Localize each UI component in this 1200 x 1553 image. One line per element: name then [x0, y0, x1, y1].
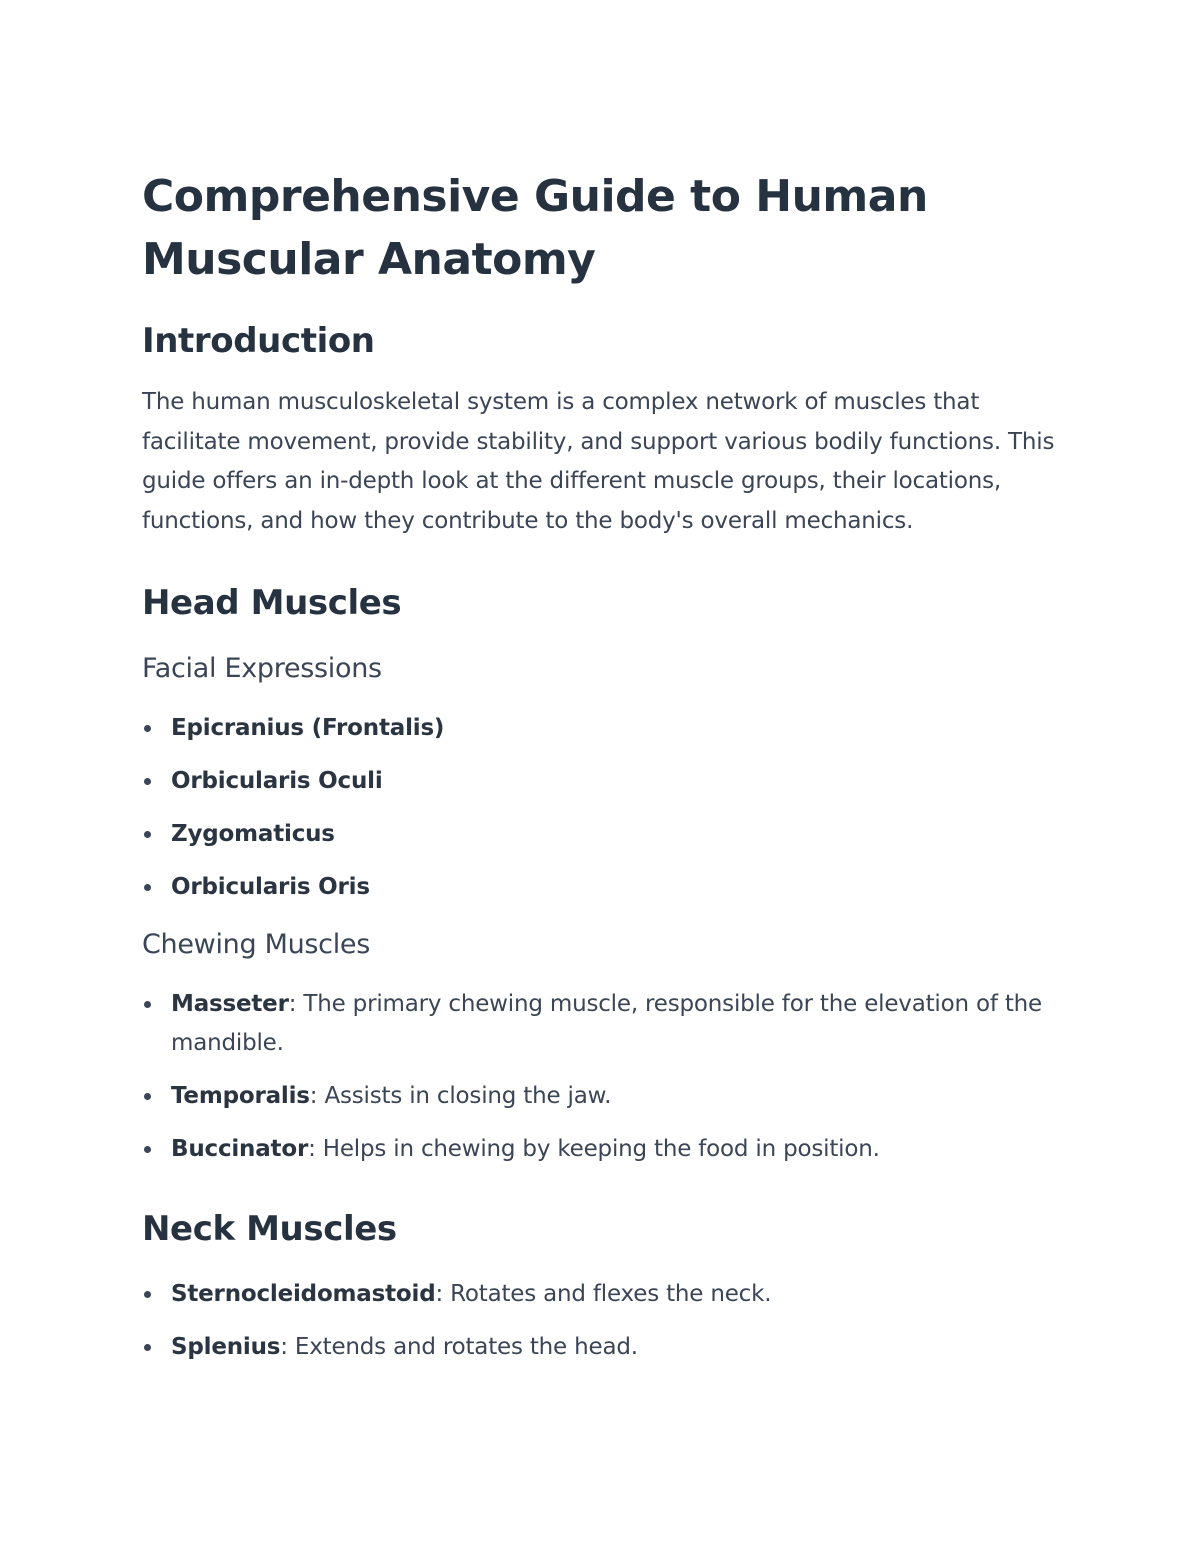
list-item [142, 762, 1062, 801]
muscle-description: : Rotates and flexes the neck. [435, 1281, 772, 1307]
bullet-icon [144, 884, 151, 891]
section-heading-introduction: Introduction [142, 321, 375, 361]
list-item [142, 1328, 1062, 1367]
subsection-heading-chewing-muscles: Chewing Muscles [142, 929, 370, 960]
chewing-muscles-list [142, 985, 1062, 1169]
bullet-icon [144, 725, 151, 732]
bullet-icon [144, 831, 151, 838]
muscle-term: Buccinator [171, 1136, 309, 1162]
muscle-term: Temporalis [171, 1083, 310, 1109]
muscle-term: Orbicularis Oris [171, 874, 370, 900]
muscle-term: Splenius [171, 1334, 281, 1360]
introduction-paragraph: The human musculoskeletal system is a complex network of muscles that facilitate movement, provide stability, and support various bodily functions. This guide offers an in-depth look at the different muscle groups, their locations, functions, and how they contribute to the body's overall mechanics. [142, 389, 1055, 534]
bullet-icon [144, 1146, 151, 1153]
bullet-icon [144, 1093, 151, 1100]
list-item [142, 1077, 1062, 1116]
list-item [142, 709, 1062, 748]
bullet-icon [144, 778, 151, 785]
list-item [142, 815, 1062, 854]
muscle-term: Sternocleidomastoid [171, 1281, 436, 1307]
muscle-term: Masseter [171, 991, 289, 1017]
bullet-icon [144, 1001, 151, 1008]
muscle-term: Orbicularis Oculi [171, 768, 383, 794]
muscle-description: : The primary chewing muscle, responsible for the elevation of the mandible. [171, 991, 1042, 1056]
bullet-icon [144, 1344, 151, 1351]
muscle-description: : Helps in chewing by keeping the food in position. [308, 1136, 880, 1162]
muscle-description: : Extends and rotates the head. [280, 1334, 638, 1360]
list-item [142, 1130, 1062, 1169]
list-item [142, 868, 1062, 907]
list-item [142, 985, 1062, 1063]
muscle-description: : Assists in closing the jaw. [309, 1083, 612, 1109]
section-heading-head-muscles: Head Muscles [142, 583, 402, 623]
document-title: Comprehensive Guide to Human Muscular Anatomy [142, 171, 928, 285]
facial-muscles-list [142, 709, 1062, 907]
bullet-icon [144, 1291, 151, 1298]
neck-muscles-list [142, 1275, 1062, 1367]
muscle-term: Zygomaticus [171, 821, 335, 847]
document-page [142, 165, 1062, 1367]
subsection-heading-facial-expressions: Facial Expressions [142, 653, 382, 684]
list-item [142, 1275, 1062, 1314]
muscle-term: Epicranius (Frontalis) [171, 715, 445, 741]
section-heading-neck-muscles: Neck Muscles [142, 1209, 397, 1249]
